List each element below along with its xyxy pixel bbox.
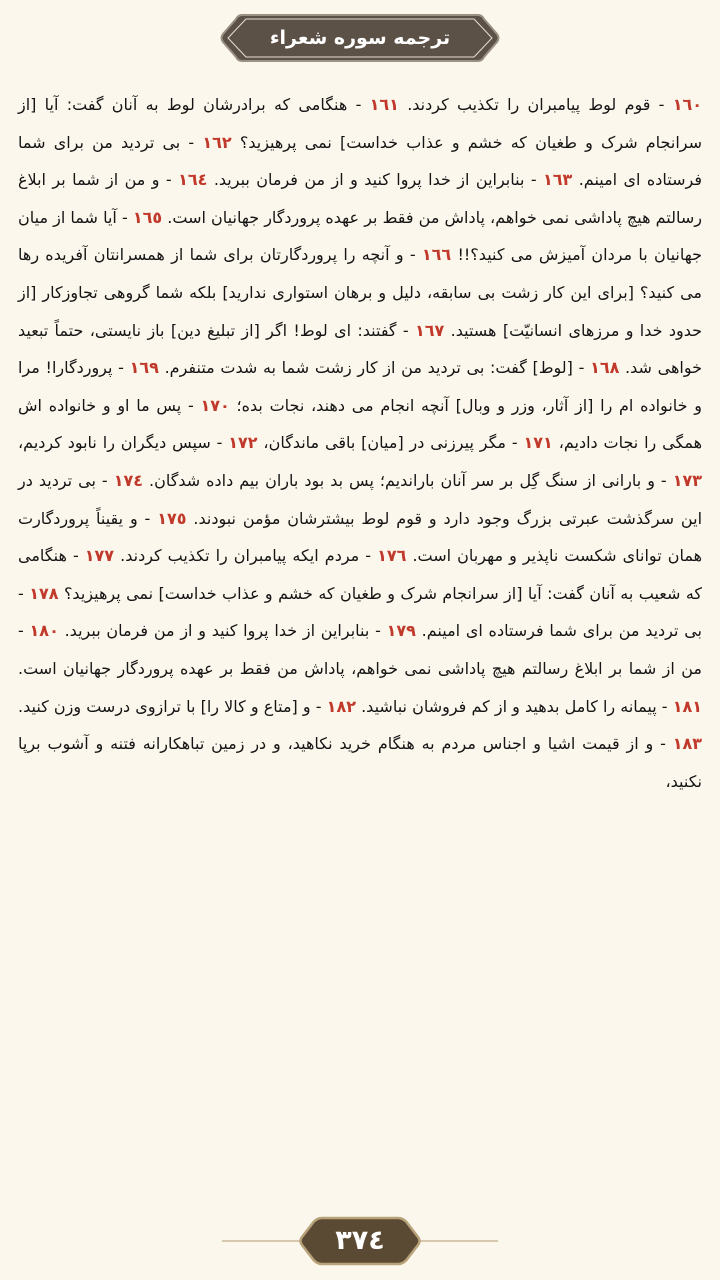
verse-number: ١٦٢ xyxy=(202,132,232,152)
verse-text: هنگامی که برادرشان لوط به آنان گفت: آیا [از سرانجام شرک و طغیان که خشم و عذاب خداست] نمی پرهیزید؟ xyxy=(18,95,703,152)
verse-text: [لوط] گفت: بی تردید من از کار زشت شما به شدت متنفرم. xyxy=(164,358,573,378)
verse-number: ١٦٦ xyxy=(421,245,452,265)
verse-text: قوم لوط پیامبران را تکذیب کردند. xyxy=(407,95,651,114)
verse-number: ١٦١ xyxy=(369,95,399,114)
verse-number: ١٧٦ xyxy=(377,546,407,566)
verse-text: مگر پیرزنی در [میان] باقی ماندگان، xyxy=(263,433,506,453)
verse-text: پروردگارا! مرا و خانواده ام را [از آثار، وزر و وبال] آنچه انجام می دهند، نجات بده؛ xyxy=(18,358,702,415)
verse-number: ١٧٠ xyxy=(200,395,230,415)
verse-text: سپس دیگران را نابود کردیم، xyxy=(18,433,211,453)
verse-number: ١٨٠ xyxy=(29,621,59,641)
verse-number: ١٦٩ xyxy=(129,358,159,378)
verse-text: و آنچه را پروردگارتان برای شما از همسرانتان آفریده رها می کنید؟ [برای این کار زشت بی سابقه، دلیل و برهان استواری ندارید] بلکه شما گروهی تجاوزکار [از حدود خدا و مرزهای انسانیّت] هستید. xyxy=(18,245,703,340)
verse-number: ١٧١ xyxy=(523,433,553,453)
surah-title: ترجمه سوره شعراء xyxy=(269,27,451,49)
verse-number: ١٦٥ xyxy=(132,207,163,227)
verse-number: ١٧٩ xyxy=(386,621,416,641)
verse-text: و بارانی از سنگ گِل بر سر آنان باراندیم؛ پس بد بود باران بیم داده شدگان. xyxy=(148,470,655,490)
page-number: ٣٧٤ xyxy=(335,1225,385,1256)
verse-text: پیمانه را کامل بدهید و از کم فروشان نباشید. xyxy=(361,696,657,716)
verse-number: ١٧٥ xyxy=(157,508,187,528)
verse-number: ١٨٢ xyxy=(326,696,356,716)
translation-text: ١٦٠ - قوم لوط پیامبران را تکذیب کردند. ١٦١ - هنگامی که برادرشان لوط به آنان گفت: آیا [از سرانجام شرک و طغیان که خشم و عذاب خداست] نمی پرهیزید؟ ١٦٢ - بی تردید من برای شما فرستاده ای امینم. ١٦٣ - بنابراین از خدا پروا کنید و از من فرمان ببرید. ١٦٤ - و من از شما بر ابلاغ رسالتم هیچ پاداشی نمی خواهم، پاداش من فقط بر عهده پروردگار جهانیان است. ١٦٥ - آیا شما از میان جهانیان با مردان آمیزش می کنید؟!! ١٦٦ - و آنچه را پروردگارتان برای شما از همسرانتان آفریده رها می کنید؟ [برای این کار زشت بی سابقه، دلیل و برهان استواری ندارید] بلکه شما گروهی تجاوزکار [از حدود خدا و مرزهای انسانیّت] هستید. ١٦٧ - گفتند: ای لوط! اگر [از تبلیغ دین] باز نایستی، حتماً تبعید خواهی شد. ١٦٨ - [لوط] گفت: بی تردید من از کار زشت شما به شدت متنفرم. ١٦٩ - پروردگارا! مرا و خانواده ام را [از آثار، وزر و وبال] آنچه انجام می دهند، نجات بده؛ ١٧٠ - پس ما او و خانواده اش همگی را نجات دادیم، ١٧١ - مگر پیرزنی در [میان] باقی ماندگان، ١٧٢ - سپس دیگران را نابود کردیم، ١٧٣ - و بارانی از سنگ گِل بر سر آنان باراندیم؛ پس بد بود باران بیم داده شدگان. ١٧٤ - بی تردید در این سرگذشت عبرتی بزرگ وجود دارد و قوم لوط بیشترشان مؤمن نبودند. ١٧٥ - و یقیناً پروردگارت همان توانای شکست ناپذیر و مهربان است. ١٧٦ - مردم ایکه پیامبران را تکذیب کردند. ١٧٧ - هنگامی که شعیب به آنان گفت: آیا [از سرانجام شرک و طغیان که خشم و عذاب خداست] نمی پرهیزید؟ ١٧٨ - بی تردید من برای شما فرستاده ای امینم. ١٧٩ - بنابراین از خدا پروا کنید و از من فرمان ببرید. ١٨٠ - من از شما بر ابلاغ رسالتم هیچ پاداشی نمی خواهم، پاداش من فقط بر عهده پروردگار جهانیان است. ١٨١ - پیمانه را کامل بدهید و از کم فروشان نباشید. ١٨٢ - و [متاع و کالا را] با ترازوی درست وزن کنید. ١٨٣ - و از قیمت اشیا و اجناس مردم به هنگام خرید نکاهید، و در زمین تباهکارانه فتنه و آشوب برپا نکنید، xyxy=(18,95,703,791)
verse-number: ١٧٧ xyxy=(84,546,115,566)
verse-text: بنابراین از خدا پروا کنید و از من فرمان ببرید. xyxy=(64,621,370,641)
verse-number: ١٦٣ xyxy=(543,170,573,190)
verse-text: بی تردید من برای شما فرستاده ای امینم. xyxy=(18,132,703,190)
verse-number: ١٦٠ xyxy=(672,95,702,114)
verse-text: پس ما او و خانواده اش همگی را نجات دادیم، xyxy=(18,395,703,453)
verse-number: ١٧٤ xyxy=(113,470,143,490)
verse-text: و یقیناً پروردگارت همان توانای شکست ناپذیر و مهربان است. xyxy=(18,508,703,566)
verse-text: گفتند: ای لوط! اگر [از تبلیغ دین] باز نایستی، حتماً تبعید خواهی شد. xyxy=(18,320,702,378)
verse-number: ١٧٣ xyxy=(672,470,703,490)
verse-text: آیا شما از میان جهانیان با مردان آمیزش می کنید؟!! xyxy=(18,207,703,265)
verse-number: ١٦٨ xyxy=(590,358,620,378)
verse-text: هنگامی که شعیب به آنان گفت: آیا [از سرانجام شرک و طغیان که خشم و عذاب خداست] نمی پرهیزید؟ xyxy=(18,546,703,603)
title-banner xyxy=(0,14,720,62)
verse-number: ١٧٢ xyxy=(228,433,258,453)
verse-number: ١٨١ xyxy=(672,696,702,716)
verse-text: بی تردید در این سرگذشت عبرتی بزرگ وجود دارد و قوم لوط بیشترشان مؤمن نبودند. xyxy=(18,470,703,528)
verse-number: ١٨٣ xyxy=(672,734,702,754)
verse-text: من از شما بر ابلاغ رسالتم هیچ پاداشی نمی خواهم، پاداش من فقط بر عهده پروردگار جهانیان است. xyxy=(18,658,702,678)
verse-text: بی تردید من برای شما فرستاده ای امینم. xyxy=(421,621,703,641)
verse-number: ١٧٨ xyxy=(29,583,59,603)
verse-text: و من از شما بر ابلاغ رسالتم هیچ پاداشی نمی خواهم، پاداش من فقط بر عهده پروردگار جهانیان است. xyxy=(18,170,702,227)
verse-text: مردم ایکه پیامبران را تکذیب کردند. xyxy=(120,546,360,566)
verse-text: و [متاع و کالا را] با ترازوی درست وزن کنید. xyxy=(18,696,311,716)
verse-text: بنابراین از خدا پروا کنید و از من فرمان ببرید. xyxy=(213,170,525,190)
verse-text: و از قیمت اشیا و اجناس مردم به هنگام خرید نکاهید، و در زمین تباهکارانه فتنه و آشوب برپا نکنید، xyxy=(18,734,702,791)
verse-number: ١٦٧ xyxy=(415,320,445,340)
page-footer xyxy=(0,1210,720,1272)
verse-number: ١٦٤ xyxy=(178,170,208,190)
